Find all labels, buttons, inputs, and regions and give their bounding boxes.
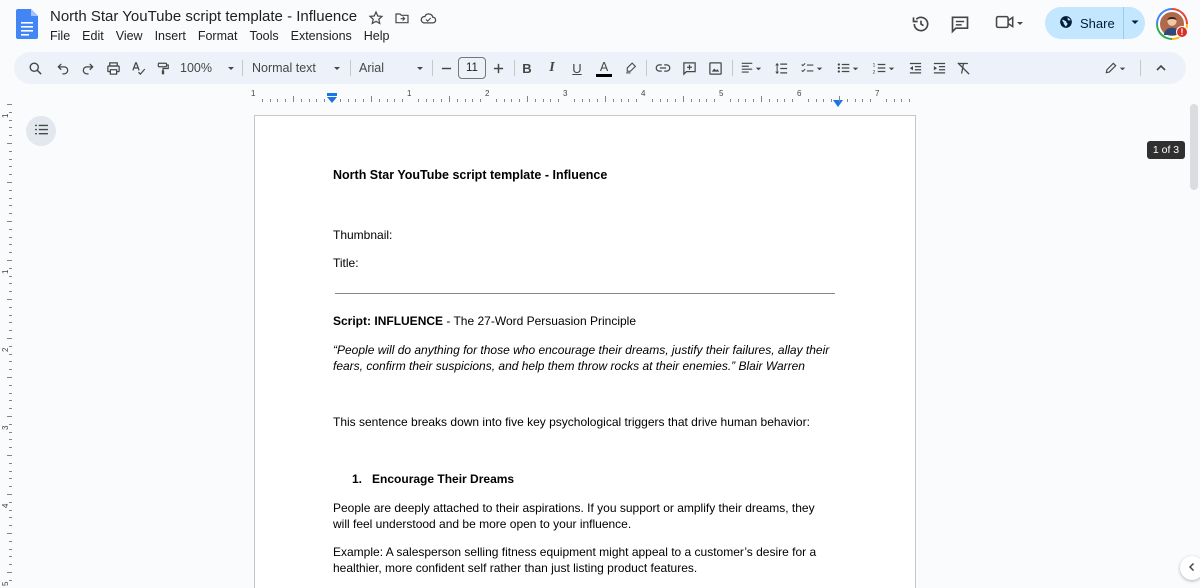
ruler-tick	[699, 99, 700, 102]
vruler-tick	[9, 330, 12, 331]
share-label: Share	[1080, 15, 1115, 31]
ruler-tick	[480, 99, 481, 102]
ruler-tick	[472, 99, 473, 102]
insert-link-icon[interactable]	[652, 56, 674, 80]
vruler-tick	[9, 315, 12, 316]
font-family-value: Arial	[359, 61, 385, 75]
underline-button[interactable]: U	[572, 60, 582, 76]
ruler-tick	[355, 99, 356, 102]
title-label: Title:	[333, 256, 359, 270]
ruler-number: 2	[485, 89, 490, 98]
ruler-tick	[371, 96, 372, 102]
undo-icon[interactable]	[52, 56, 74, 80]
vruler-tick	[9, 283, 12, 284]
vruler-tick	[9, 127, 12, 128]
vruler-tick	[9, 361, 12, 362]
formatting-toolbar	[14, 52, 1186, 84]
ruler-tick	[628, 99, 629, 102]
ruler-tick	[870, 99, 871, 102]
vruler-tick	[7, 338, 12, 339]
ruler-number: 3	[563, 89, 568, 98]
vruler-tick	[9, 174, 12, 175]
ruler-tick	[652, 99, 653, 102]
ruler-tick	[511, 99, 512, 102]
toolbar-divider	[432, 60, 433, 76]
ruler-tick	[309, 99, 310, 102]
decrease-indent-icon[interactable]	[904, 56, 926, 80]
redo-icon[interactable]	[77, 56, 99, 80]
vruler-tick	[9, 541, 12, 542]
vruler-tick	[9, 268, 12, 269]
outline-list-icon	[35, 122, 48, 140]
vruler-tick	[9, 549, 12, 550]
vruler-tick	[9, 424, 12, 425]
vruler-tick	[7, 494, 12, 495]
list-number: 1.	[352, 472, 363, 486]
ruler-tick	[823, 99, 824, 102]
menu-file[interactable]: File	[50, 29, 71, 43]
vertical-scrollbar[interactable]	[1190, 104, 1198, 190]
print-icon[interactable]	[102, 56, 124, 80]
decrease-font-size-button[interactable]	[438, 56, 454, 80]
vruler-tick	[9, 564, 12, 565]
menu-extensions[interactable]: Extensions	[290, 29, 352, 43]
intro-paragraph: This sentence breaks down into five key psychological triggers that drive human behavior:	[333, 415, 810, 429]
paragraph-style-select[interactable]	[252, 56, 342, 80]
add-comment-icon[interactable]	[678, 56, 700, 80]
star-icon[interactable]	[366, 8, 386, 28]
ruler-tick	[301, 99, 302, 102]
ruler-tick	[808, 99, 809, 102]
ruler-tick	[582, 99, 583, 102]
vruler-tick	[7, 143, 12, 144]
vruler-tick	[9, 198, 12, 199]
share-button[interactable]	[1045, 7, 1123, 39]
ruler-tick	[558, 99, 559, 102]
ruler-tick	[527, 96, 528, 102]
vruler-tick	[9, 471, 12, 472]
paragraph-example: Example: A salesperson selling fitness equipment might appeal to a customer’s desire for a healthier, more confident self rather than just listing product features.	[333, 545, 817, 575]
vruler-tick	[9, 400, 12, 401]
vruler-tick	[9, 510, 12, 511]
ruler-tick	[816, 99, 817, 102]
ruler-tick	[441, 99, 442, 102]
ruler-tick	[433, 99, 434, 102]
paint-format-icon[interactable]	[152, 56, 174, 80]
ruler-tick	[901, 99, 902, 102]
ruler-tick	[909, 99, 910, 102]
bold-button[interactable]: B	[522, 60, 532, 76]
ruler-number: 5	[719, 89, 724, 98]
vruler-tick	[7, 260, 12, 261]
list-heading	[352, 472, 514, 488]
ruler-tick	[550, 99, 551, 102]
vruler-number: 5	[1, 581, 10, 586]
vruler-tick	[9, 580, 12, 581]
account-avatar[interactable]	[1156, 8, 1188, 40]
vruler-tick	[9, 502, 12, 503]
ruler-tick	[847, 99, 848, 102]
ruler-tick	[660, 99, 661, 102]
numbered-list-icon	[872, 61, 887, 75]
globe-icon	[1059, 15, 1073, 32]
vruler-tick	[9, 151, 12, 152]
increase-indent-icon[interactable]	[928, 56, 950, 80]
ruler-tick	[605, 96, 606, 102]
ruler-tick	[262, 99, 263, 102]
vruler-tick	[9, 354, 12, 355]
ruler-tick	[574, 99, 575, 102]
svg-text:1: 1	[872, 63, 876, 69]
ruler-tick	[886, 99, 887, 102]
zoom-value: 100%	[180, 61, 212, 75]
vruler-tick	[9, 112, 12, 113]
ruler-tick	[667, 99, 668, 102]
ruler-tick	[589, 99, 590, 102]
ruler-tick	[277, 99, 278, 102]
zoom-caret-icon	[226, 63, 236, 73]
script-name: INFLUENCE	[374, 314, 444, 328]
vruler-tick	[9, 213, 12, 214]
vruler-tick	[9, 166, 12, 167]
menu-edit[interactable]: Edit	[82, 29, 104, 43]
side-panel-toggle[interactable]	[1180, 556, 1200, 580]
highlight-pen-icon[interactable]	[620, 56, 640, 80]
horizontal-ruler[interactable]	[251, 88, 916, 104]
move-folder-icon[interactable]	[392, 8, 412, 28]
comments-icon[interactable]	[948, 12, 972, 36]
thumbnail-label: Thumbnail:	[333, 228, 393, 242]
toolbar-divider	[350, 60, 351, 76]
menu-format[interactable]: Format	[197, 29, 238, 43]
vruler-number: 1	[1, 269, 10, 274]
vruler-tick	[7, 182, 12, 183]
ruler-tick	[894, 99, 895, 102]
style-caret-icon	[332, 63, 342, 73]
menu-bar	[44, 28, 396, 44]
ruler-tick	[675, 99, 676, 102]
vruler-tick	[9, 369, 12, 370]
vruler-tick	[9, 159, 12, 160]
chevron-left-icon	[1187, 559, 1197, 577]
vruler-tick	[7, 416, 12, 417]
vruler-tick	[9, 486, 12, 487]
vruler-tick	[9, 190, 12, 191]
vruler-tick	[9, 135, 12, 136]
mode-caret-icon	[1118, 64, 1127, 73]
collapse-menus-icon[interactable]	[1150, 56, 1172, 80]
vruler-tick	[7, 377, 12, 378]
vruler-tick	[9, 478, 12, 479]
ruler-tick	[316, 99, 317, 102]
ruler-number: 1	[407, 89, 412, 98]
script-label: Script:	[333, 314, 372, 328]
document-title[interactable]: North Star YouTube script template - Influence	[50, 8, 358, 25]
align-menu-button[interactable]	[736, 56, 766, 80]
vruler-tick	[9, 307, 12, 308]
vruler-tick	[7, 104, 12, 105]
vruler-tick	[9, 244, 12, 245]
numbered-list-button[interactable]	[868, 56, 900, 80]
svg-text:2: 2	[872, 70, 876, 75]
vruler-tick	[9, 237, 12, 238]
toolbar-divider	[514, 60, 515, 76]
ruler-tick	[465, 99, 466, 102]
spellcheck-icon[interactable]	[127, 56, 149, 80]
toolbar-divider	[646, 60, 647, 76]
ruler-tick	[784, 99, 785, 102]
checklist-icon	[800, 61, 815, 75]
left-indent-marker-icon[interactable]	[326, 91, 338, 109]
ruler-tick	[738, 99, 739, 102]
vruler-tick	[9, 463, 12, 464]
ruler-number: 7	[875, 89, 880, 98]
italic-button[interactable]: I	[549, 60, 555, 75]
vruler-tick	[7, 299, 12, 300]
vruler-tick	[9, 120, 12, 121]
ruler-tick	[621, 99, 622, 102]
ruler-tick	[730, 99, 731, 102]
share-dropdown-button[interactable]	[1123, 7, 1145, 39]
document-outline-button[interactable]	[26, 116, 56, 146]
ruler-number: 4	[641, 89, 646, 98]
ruler-tick	[496, 99, 497, 102]
ruler-tick	[426, 99, 427, 102]
editing-mode-button[interactable]	[1098, 56, 1132, 80]
ruler-tick	[862, 99, 863, 102]
ruler-tick	[340, 99, 341, 102]
align-caret-icon	[754, 64, 763, 73]
pencil-icon	[1104, 61, 1118, 75]
ruler-tick	[379, 99, 380, 102]
vruler-tick	[9, 229, 12, 230]
ruler-tick	[363, 99, 364, 102]
ruler-tick	[293, 96, 294, 102]
list-heading-text: Encourage Their Dreams	[372, 472, 515, 486]
vruler-tick	[7, 455, 12, 456]
bullet-caret-icon	[851, 64, 860, 73]
ruler-tick	[761, 96, 762, 102]
vruler-tick	[9, 525, 12, 526]
ruler-tick	[285, 99, 286, 102]
menu-help[interactable]: Help	[363, 29, 390, 43]
vruler-tick	[9, 556, 12, 557]
ruler-tick	[387, 99, 388, 102]
vruler-number: 2	[1, 347, 10, 352]
right-indent-marker-icon[interactable]	[832, 95, 844, 113]
ruler-tick	[394, 99, 395, 102]
ruler-tick	[691, 99, 692, 102]
ruler-tick	[348, 99, 349, 102]
ruler-tick	[597, 99, 598, 102]
search-menus-icon[interactable]	[24, 56, 46, 80]
ruler-tick	[753, 99, 754, 102]
horizontal-rule	[335, 293, 835, 294]
font-size-input[interactable]: 11	[458, 57, 486, 79]
vruler-tick	[9, 322, 12, 323]
ruler-tick	[519, 99, 520, 102]
script-subtitle: - The 27-Word Persuasion Principle	[443, 314, 637, 328]
ruler-tick	[504, 99, 505, 102]
ruler-tick	[535, 99, 536, 102]
vruler-tick	[9, 346, 12, 347]
meet-call-button[interactable]	[992, 12, 1028, 36]
ruler-tick	[769, 99, 770, 102]
ruler-tick	[418, 99, 419, 102]
ruler-tick	[449, 96, 450, 102]
ruler-number: 1	[251, 89, 256, 98]
font-family-select[interactable]	[359, 56, 425, 80]
bulleted-list-button[interactable]	[832, 56, 864, 80]
ruler-tick	[706, 99, 707, 102]
toolbar-divider	[732, 60, 733, 76]
ruler-tick	[745, 99, 746, 102]
ruler-tick	[839, 96, 840, 102]
video-camera-icon	[995, 14, 1015, 35]
menu-tools[interactable]: Tools	[249, 29, 279, 43]
text-color-swatch	[596, 74, 612, 77]
vruler-tick	[9, 432, 12, 433]
title-actions	[366, 8, 438, 28]
numbered-caret-icon	[887, 64, 896, 73]
doc-heading: North Star YouTube script template - Influence	[333, 168, 608, 182]
vruler-number: 4	[1, 503, 10, 508]
chevron-down-icon	[1015, 15, 1025, 33]
vruler-tick	[9, 439, 12, 440]
ruler-tick	[636, 99, 637, 102]
avatar-alert-badge: !	[1176, 26, 1188, 38]
toolbar-divider	[1140, 60, 1141, 76]
line-spacing-icon[interactable]	[770, 56, 792, 80]
ruler-tick	[543, 99, 544, 102]
ruler-tick	[402, 99, 403, 102]
quote-paragraph: “People will do anything for those who encourage their dreams, justify their failures, allay their fears, confirm their suspicions, and help them throw rocks at their enemies.” Blair Warren	[333, 343, 830, 373]
vruler-tick	[9, 205, 12, 206]
vruler-number: 3	[1, 425, 10, 430]
vruler-tick	[9, 252, 12, 253]
insert-image-icon[interactable]	[704, 56, 726, 80]
text-color-button[interactable]	[593, 56, 615, 80]
ruler-tick	[457, 99, 458, 102]
vruler-tick	[9, 408, 12, 409]
vruler-tick	[7, 533, 12, 534]
text-color-letter: A	[599, 59, 609, 74]
ruler-tick	[324, 99, 325, 102]
cloud-saved-icon[interactable]	[418, 8, 438, 28]
menu-view[interactable]: View	[115, 29, 143, 43]
increase-font-size-button[interactable]	[490, 56, 506, 80]
vertical-ruler	[0, 104, 12, 588]
vruler-tick	[9, 276, 12, 277]
align-left-icon	[740, 61, 754, 75]
ruler-tick	[683, 96, 684, 102]
script-line	[333, 314, 636, 330]
ruler-tick	[831, 99, 832, 102]
vruler-tick	[7, 221, 12, 222]
vruler-tick	[9, 447, 12, 448]
zoom-select[interactable]	[180, 56, 236, 80]
paragraph-dreams: People are deeply attached to their aspirations. If you support or amplify their dreams, they will feel understood and be more open to your influence.	[333, 501, 815, 531]
vruler-tick	[9, 291, 12, 292]
version-history-icon[interactable]	[909, 12, 933, 36]
ruler-tick	[792, 99, 793, 102]
vruler-tick	[9, 393, 12, 394]
font-caret-icon	[415, 63, 425, 73]
ruler-tick	[855, 99, 856, 102]
ruler-number: 6	[797, 89, 802, 98]
vruler-tick	[9, 517, 12, 518]
page-count-badge: 1 of 3	[1147, 141, 1185, 159]
paragraph-style-value: Normal text	[252, 61, 316, 75]
menu-insert[interactable]: Insert	[154, 29, 186, 43]
share-button-group	[1045, 7, 1145, 39]
checklist-button[interactable]	[796, 56, 828, 80]
document-page[interactable]	[254, 115, 916, 588]
clear-formatting-icon[interactable]	[952, 56, 974, 80]
ruler-tick	[777, 99, 778, 102]
vruler-tick	[7, 572, 12, 573]
bulleted-list-icon	[836, 61, 851, 75]
toolbar-divider	[242, 60, 243, 76]
vruler-tick	[9, 385, 12, 386]
ruler-tick	[613, 99, 614, 102]
checklist-caret-icon	[815, 64, 824, 73]
docs-logo-icon[interactable]	[16, 9, 38, 39]
vruler-number: 1	[1, 113, 10, 118]
caret-down-icon	[1130, 14, 1140, 32]
ruler-tick	[714, 99, 715, 102]
ruler-tick	[270, 99, 271, 102]
